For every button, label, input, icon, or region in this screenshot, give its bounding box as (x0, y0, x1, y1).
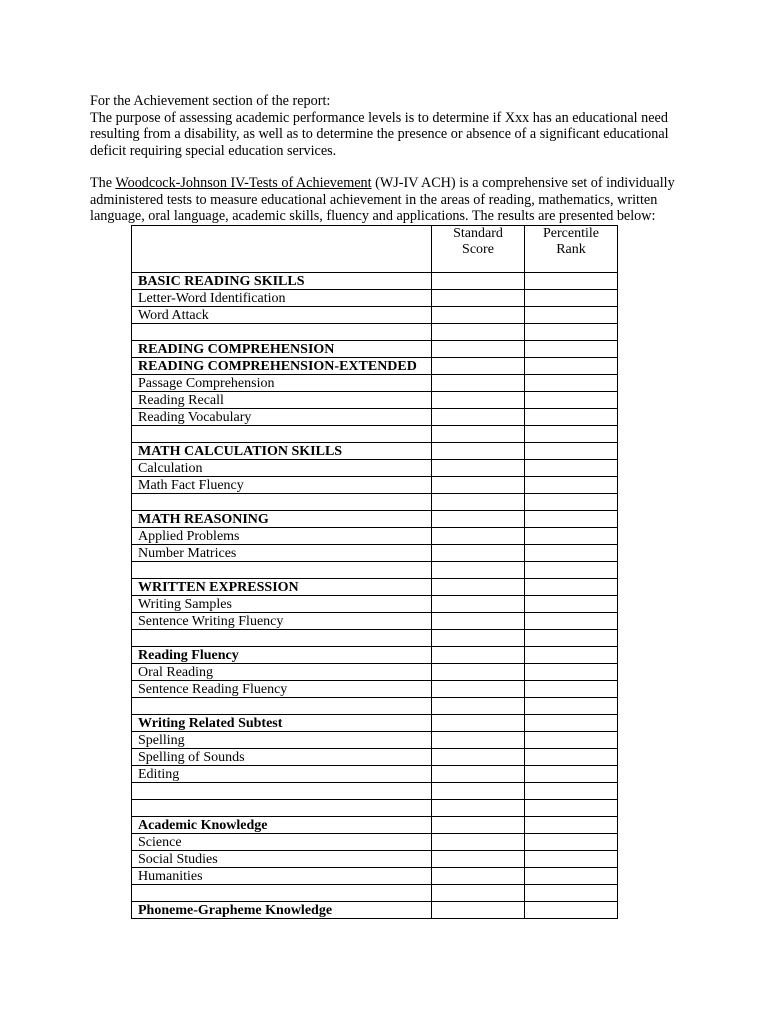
header-standard-score (432, 226, 525, 273)
standard-score-cell (432, 341, 525, 358)
standard-score-cell (432, 409, 525, 426)
table-row (132, 596, 618, 613)
standard-score-cell (432, 681, 525, 698)
subtest-label-cell: Science (132, 834, 432, 851)
subtest-label-cell: Math Fact Fluency (132, 477, 432, 494)
section-heading-cell: MATH CALCULATION SKILLS (132, 443, 432, 460)
standard-score-cell (432, 562, 525, 579)
percentile-rank-cell (525, 392, 618, 409)
standard-score-cell (432, 834, 525, 851)
standard-score-cell (432, 902, 525, 919)
table-row (132, 460, 618, 477)
subtest-label-cell: Word Attack (132, 307, 432, 324)
standard-score-cell (432, 732, 525, 749)
table-row (132, 902, 618, 919)
standard-score-cell (432, 647, 525, 664)
subtest-label-cell: Spelling of Sounds (132, 749, 432, 766)
percentile-rank-cell (525, 681, 618, 698)
standard-score-cell (432, 783, 525, 800)
table-row (132, 698, 618, 715)
standard-score-cell (432, 375, 525, 392)
subtest-label-cell (132, 562, 432, 579)
subtest-label-cell: Social Studies (132, 851, 432, 868)
subtest-label-cell (132, 426, 432, 443)
table-row (132, 528, 618, 545)
percentile-rank-cell (525, 460, 618, 477)
subtest-label-cell: Writing Samples (132, 596, 432, 613)
table-row (132, 494, 618, 511)
table-row (132, 579, 618, 596)
section-heading-cell: Reading Fluency (132, 647, 432, 664)
table-row (132, 273, 618, 290)
subtest-label-cell: Reading Recall (132, 392, 432, 409)
percentile-rank-cell (525, 528, 618, 545)
header-standard-line1: Standard (453, 226, 503, 241)
section-heading-cell: READING COMPREHENSION (132, 341, 432, 358)
subtest-label-cell: Editing (132, 766, 432, 783)
table-row (132, 545, 618, 562)
description-text (90, 175, 680, 225)
percentile-rank-cell (525, 409, 618, 426)
percentile-rank-cell (525, 290, 618, 307)
table-row (132, 341, 618, 358)
test-name: Woodcock-Johnson IV-Tests of Achievement (115, 175, 372, 191)
header-standard-line2: Score (462, 242, 494, 257)
subtest-label-cell: Spelling (132, 732, 432, 749)
table-row (132, 358, 618, 375)
subtest-label-cell: Letter-Word Identification (132, 290, 432, 307)
percentile-rank-cell (525, 613, 618, 630)
subtest-label-cell: Sentence Writing Fluency (132, 613, 432, 630)
subtest-label-cell (132, 494, 432, 511)
standard-score-cell (432, 868, 525, 885)
subtest-label-cell: Sentence Reading Fluency (132, 681, 432, 698)
table-row (132, 749, 618, 766)
standard-score-cell (432, 494, 525, 511)
standard-score-cell (432, 392, 525, 409)
standard-score-cell (432, 613, 525, 630)
percentile-rank-cell (525, 664, 618, 681)
percentile-rank-cell (525, 358, 618, 375)
section-heading-cell: Writing Related Subtest (132, 715, 432, 732)
percentile-rank-cell (525, 749, 618, 766)
subtest-label-cell (132, 885, 432, 902)
percentile-rank-cell (525, 766, 618, 783)
standard-score-cell (432, 817, 525, 834)
intro-paragraph (90, 93, 680, 159)
standard-score-cell (432, 749, 525, 766)
subtest-label-cell: Reading Vocabulary (132, 409, 432, 426)
subtest-label-cell (132, 783, 432, 800)
standard-score-cell (432, 715, 525, 732)
standard-score-cell (432, 545, 525, 562)
standard-score-cell (432, 358, 525, 375)
percentile-rank-cell (525, 868, 618, 885)
table-row (132, 409, 618, 426)
section-heading-cell: READING COMPREHENSION-EXTENDED (132, 358, 432, 375)
table-row (132, 783, 618, 800)
percentile-rank-cell (525, 562, 618, 579)
description-paragraph (90, 175, 680, 225)
table-row (132, 477, 618, 494)
table-row (132, 868, 618, 885)
percentile-rank-cell (525, 800, 618, 817)
standard-score-cell (432, 443, 525, 460)
section-heading-cell: BASIC READING SKILLS (132, 273, 432, 290)
section-heading-cell: WRITTEN EXPRESSION (132, 579, 432, 596)
subtest-label-cell: Applied Problems (132, 528, 432, 545)
table-row (132, 511, 618, 528)
subtest-label-cell: Humanities (132, 868, 432, 885)
intro-line-2: The purpose of assessing academic performance levels is to determine if Xxx has an educational need resulting from a disability, as well as to determine the presence or absence of a significant educational deficit requiring special education services. (90, 109, 669, 159)
table-row (132, 766, 618, 783)
percentile-rank-cell (525, 494, 618, 511)
subtest-label-cell (132, 800, 432, 817)
table-row (132, 392, 618, 409)
percentile-rank-cell (525, 273, 618, 290)
standard-score-cell (432, 273, 525, 290)
percentile-rank-cell (525, 783, 618, 800)
table-row (132, 851, 618, 868)
table-row (132, 732, 618, 749)
section-heading-cell: MATH REASONING (132, 511, 432, 528)
percentile-rank-cell (525, 834, 618, 851)
percentile-rank-cell (525, 341, 618, 358)
percentile-rank-cell (525, 885, 618, 902)
description-prefix: The (90, 175, 116, 191)
percentile-rank-cell (525, 477, 618, 494)
subtest-label-cell: Passage Comprehension (132, 375, 432, 392)
table-header-row (132, 226, 618, 273)
header-percentile-rank (525, 226, 618, 273)
header-subtest (132, 226, 432, 273)
standard-score-cell (432, 579, 525, 596)
percentile-rank-cell (525, 732, 618, 749)
table-row (132, 681, 618, 698)
standard-score-cell (432, 290, 525, 307)
standard-score-cell (432, 307, 525, 324)
table-row (132, 375, 618, 392)
table-row (132, 290, 618, 307)
section-heading-cell: Academic Knowledge (132, 817, 432, 834)
percentile-rank-cell (525, 851, 618, 868)
subtest-label-cell: Calculation (132, 460, 432, 477)
achievement-score-table (131, 225, 618, 919)
subtest-label-cell: Oral Reading (132, 664, 432, 681)
table-row (132, 426, 618, 443)
table-row (132, 800, 618, 817)
table-row (132, 613, 618, 630)
percentile-rank-cell (525, 545, 618, 562)
standard-score-cell (432, 851, 525, 868)
percentile-rank-cell (525, 902, 618, 919)
table-row (132, 443, 618, 460)
percentile-rank-cell (525, 375, 618, 392)
table-row (132, 664, 618, 681)
table-row (132, 324, 618, 341)
subtest-label-cell: Number Matrices (132, 545, 432, 562)
standard-score-cell (432, 426, 525, 443)
percentile-rank-cell (525, 324, 618, 341)
table-row (132, 715, 618, 732)
subtest-label-cell (132, 630, 432, 647)
standard-score-cell (432, 477, 525, 494)
percentile-rank-cell (525, 443, 618, 460)
percentile-rank-cell (525, 426, 618, 443)
header-percentile-line1: Percentile (543, 226, 599, 241)
standard-score-cell (432, 596, 525, 613)
percentile-rank-cell (525, 715, 618, 732)
standard-score-cell (432, 630, 525, 647)
table-row (132, 630, 618, 647)
standard-score-cell (432, 511, 525, 528)
standard-score-cell (432, 460, 525, 477)
percentile-rank-cell (525, 647, 618, 664)
table-row (132, 834, 618, 851)
percentile-rank-cell (525, 511, 618, 528)
table-body (132, 273, 618, 919)
standard-score-cell (432, 766, 525, 783)
description-rest: (WJ-IV ACH) is a comprehensive set of individually administered tests to measure educational achievement in the areas of reading, mathematics, written language, oral language, academic skills, fluency and applications. The results are presented below: (90, 175, 675, 224)
percentile-rank-cell (525, 579, 618, 596)
percentile-rank-cell (525, 630, 618, 647)
standard-score-cell (432, 885, 525, 902)
standard-score-cell (432, 698, 525, 715)
table-row (132, 647, 618, 664)
table-row (132, 817, 618, 834)
percentile-rank-cell (525, 698, 618, 715)
table-row (132, 562, 618, 579)
percentile-rank-cell (525, 817, 618, 834)
percentile-rank-cell (525, 596, 618, 613)
table-row (132, 885, 618, 902)
subtest-label-cell (132, 324, 432, 341)
standard-score-cell (432, 664, 525, 681)
section-heading-cell: Phoneme-Grapheme Knowledge (132, 902, 432, 919)
percentile-rank-cell (525, 307, 618, 324)
header-percentile-line2: Rank (556, 242, 586, 257)
standard-score-cell (432, 324, 525, 341)
intro-line-1: For the Achievement section of the report: (90, 93, 331, 109)
standard-score-cell (432, 528, 525, 545)
table-row (132, 307, 618, 324)
standard-score-cell (432, 800, 525, 817)
subtest-label-cell (132, 698, 432, 715)
